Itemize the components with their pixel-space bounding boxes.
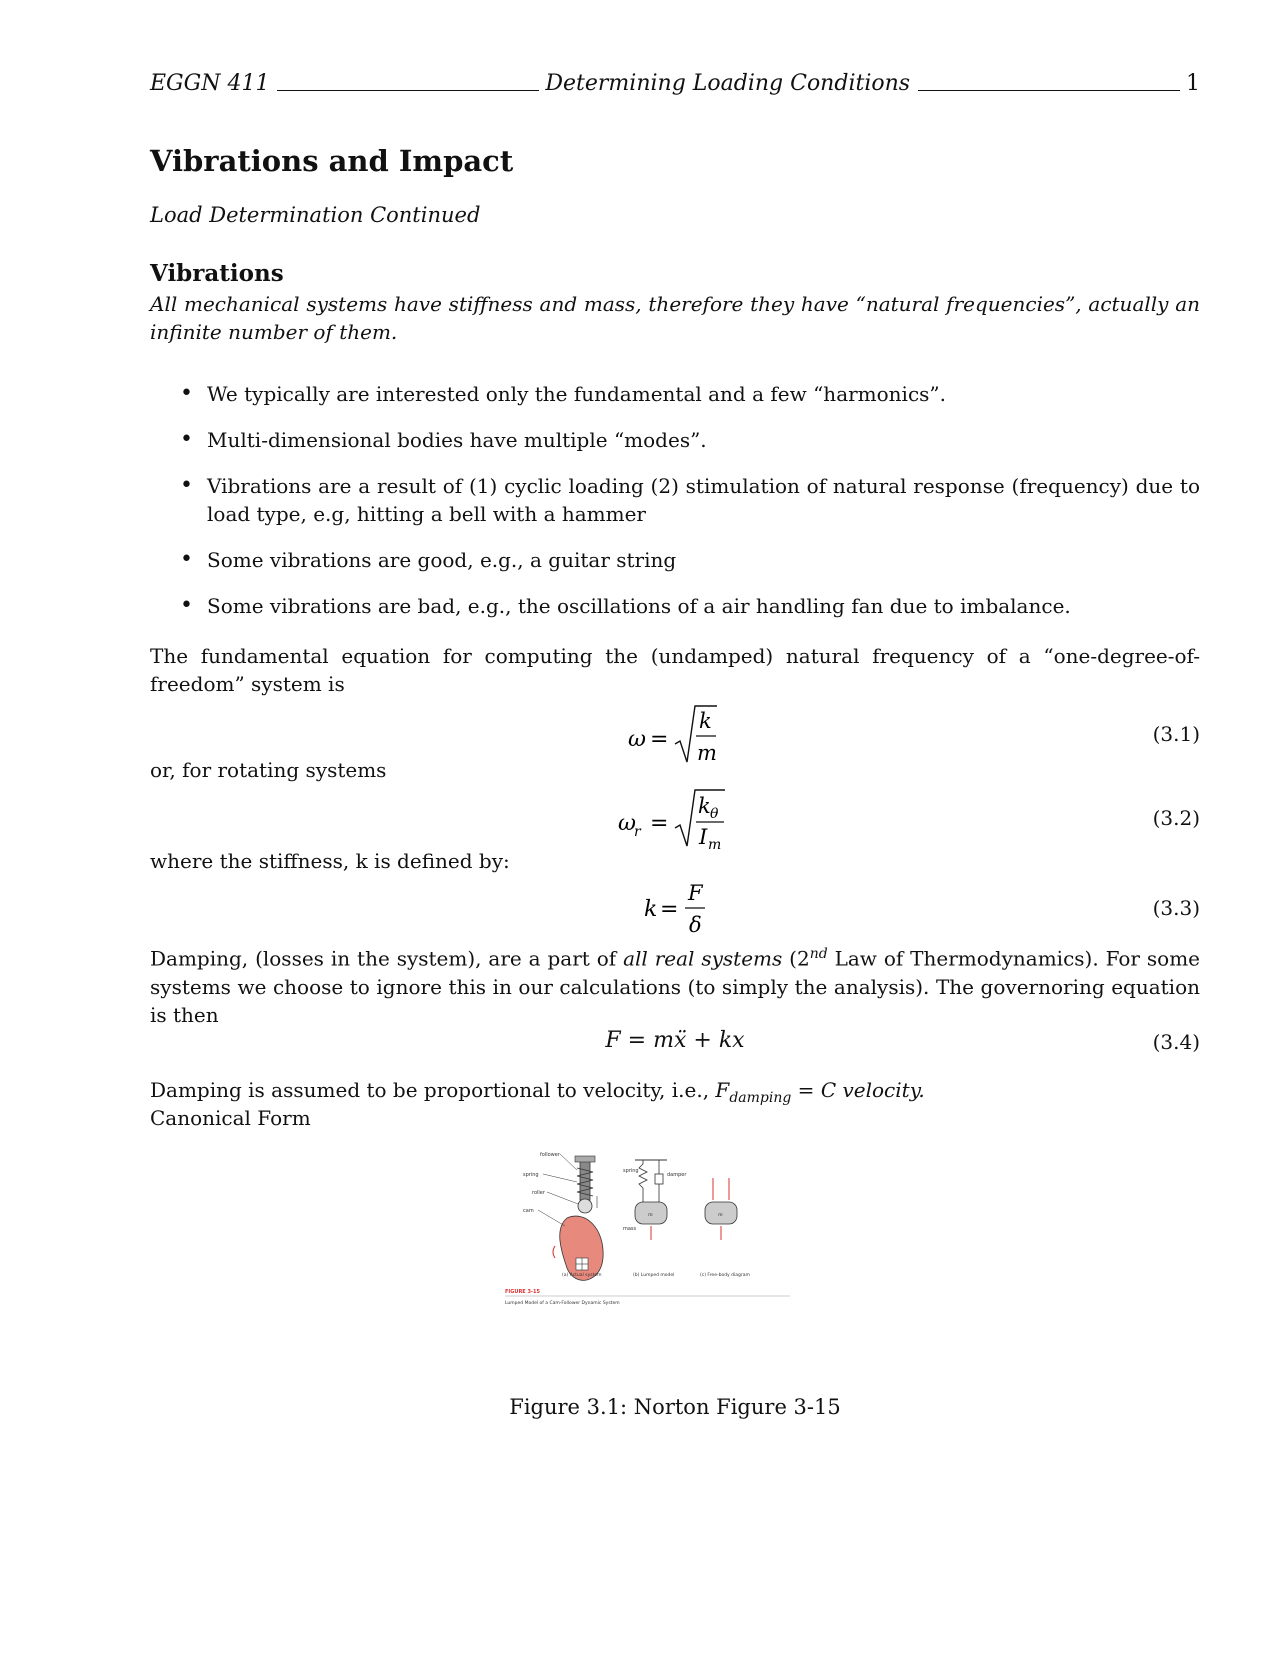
header-rule-left: [277, 90, 539, 91]
spring-label: spring: [523, 1172, 539, 1178]
actual-system-drawing: [553, 1156, 603, 1280]
intro-paragraph: All mechanical systems have stiffness and mass, therefore they have “natural frequencies”, actually an infinite number of them.: [150, 292, 1200, 344]
list-item: • Some vibrations are good, e.g., a guitar string: [150, 546, 1200, 574]
svg-text:k: k: [699, 709, 712, 733]
list-item: • Vibrations are a result of (1) cyclic loading (2) stimulation of natural response (frequency) due to load type, e.g, hitting a bell with a hammer: [150, 472, 1200, 528]
panel-c-label: (c) Free-body diagram: [700, 1273, 750, 1278]
damping-superscript: nd: [809, 946, 828, 962]
damping-paragraph: [150, 940, 1200, 1029]
course-code: EGGN 411: [150, 71, 270, 96]
equation-3-2: [150, 786, 1200, 856]
svg-text:=: =: [650, 727, 669, 752]
svg-text:m: m: [708, 837, 722, 853]
rotating-paragraph: or, for rotating systems: [150, 758, 387, 782]
svg-text:ω: ω: [618, 811, 636, 836]
svg-text:=: =: [660, 897, 679, 922]
svg-text:F: F: [688, 881, 703, 905]
section-heading: Vibrations: [150, 260, 284, 287]
page-number: 1: [1186, 71, 1200, 96]
lumped-model-drawing: [635, 1160, 667, 1240]
proportional-text: Damping is assumed to be proportional to velocity, i.e.,: [150, 1078, 716, 1102]
page-title: Vibrations and Impact: [150, 144, 514, 178]
list-item: • Multi-dimensional bodies have multiple “modes”.: [150, 426, 1200, 454]
header-topic: Determining Loading Conditions: [545, 71, 911, 96]
figure-tag: FIGURE 3-15: [505, 1289, 540, 1295]
free-body-diagram-drawing: [705, 1178, 737, 1240]
damping-force-symbol: F: [715, 1078, 730, 1102]
lumped-spring-label: spring: [623, 1168, 639, 1174]
canonical-label: Canonical Form: [150, 1106, 311, 1130]
damper-label: damper: [667, 1172, 687, 1178]
equation-number: (3.4): [1152, 1030, 1200, 1054]
fundamental-paragraph: The fundamental equation for computing the (undamped) natural frequency of a “one-degree-of-freedom” system is: [150, 644, 1200, 696]
svg-text:m: m: [648, 1212, 653, 1218]
figure-title: Lumped Model of a Cam-Follower Dynamic System: [505, 1301, 620, 1306]
stiffness-paragraph: where the stiffness, k is defined by:: [150, 849, 510, 873]
velocity-word: velocity.: [842, 1078, 925, 1102]
list-item: • Some vibrations are bad, e.g., the oscillations of a air handling fan due to imbalance.: [150, 592, 1200, 620]
svg-text:r: r: [634, 824, 641, 840]
equation-number: (3.2): [1152, 806, 1200, 830]
omega-rotational-formula: [150, 786, 1200, 856]
figure-caption: Figure 3.1: Norton Figure 3-15: [509, 1395, 841, 1419]
damping-text-3: Law of Thermodynamics). For some systems we choose to ignore this in our calculations (to simply the analysis). The governoring equation is then: [150, 946, 1201, 1027]
damping-coefficient-symbol: C: [820, 1078, 837, 1102]
damping-text-1: Damping, (losses in the system), are a part of: [150, 946, 624, 971]
svg-text:=: =: [650, 811, 669, 836]
running-header: [150, 70, 1200, 96]
bullet-list: [150, 380, 1200, 638]
panel-b-label: (b) Lumped model: [633, 1273, 675, 1278]
follower-label: follower: [540, 1152, 560, 1158]
damping-subscript: damping: [729, 1090, 792, 1106]
cam-follower-figure: [505, 1148, 805, 1338]
equation-number: (3.1): [1152, 722, 1200, 746]
svg-text:k: k: [644, 897, 658, 922]
cam-label: cam: [523, 1208, 534, 1214]
svg-text:m: m: [697, 741, 717, 765]
svg-text:ω: ω: [628, 727, 646, 752]
panel-a-label: (a) Actual system: [562, 1273, 602, 1278]
force-formula: F = mẍ + kx: [605, 1028, 745, 1053]
damping-text-2: (2: [782, 946, 810, 971]
equation-3-4: [150, 1022, 1200, 1062]
equation-number: (3.3): [1152, 896, 1200, 920]
svg-text:m: m: [718, 1212, 723, 1218]
svg-text:δ: δ: [689, 913, 702, 937]
mass-label: mass: [623, 1226, 637, 1232]
svg-text:k: k: [698, 794, 711, 818]
proportional-paragraph: Damping is assumed to be proportional to velocity, i.e., $F_{damping} = C$ velocity.: [150, 1078, 925, 1106]
page-subtitle: Load Determination Continued: [150, 203, 481, 227]
damping-emphasis: all real systems: [623, 946, 783, 971]
document-page: [150, 0, 1200, 1656]
stiffness-formula: [150, 872, 1200, 942]
equation-3-3: [150, 872, 1200, 942]
header-rule-right: [918, 90, 1180, 91]
svg-text:θ: θ: [710, 806, 719, 822]
list-item: • We typically are interested only the fundamental and a few “harmonics”.: [150, 380, 1200, 408]
svg-text:I: I: [699, 825, 708, 849]
roller-label: roller: [532, 1190, 545, 1196]
